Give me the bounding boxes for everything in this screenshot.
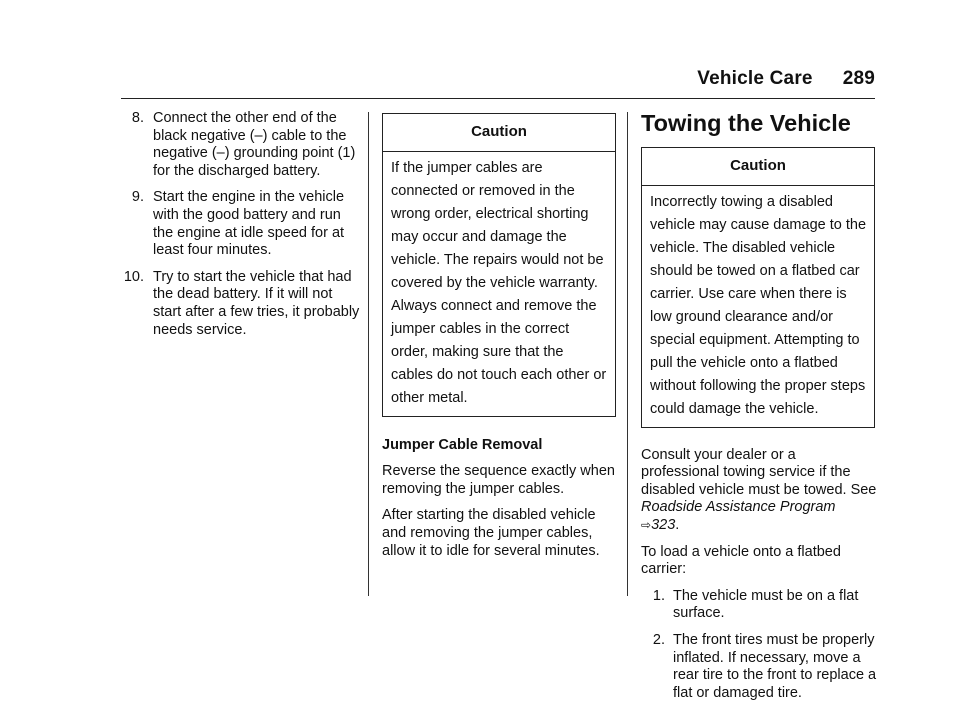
step-item [641, 632, 877, 702]
step-text: Try to start the vehicle that had the dead battery. If it will not start after a few tries, it probably needs service. [153, 268, 360, 338]
step-text: The front tires must be properly inflated. If necessary, move a rear tire to the front to replace a flat or damaged tire. [673, 631, 877, 701]
page-header [0, 68, 875, 90]
paragraph-period: . [675, 516, 680, 533]
caution-heading: Caution [642, 148, 874, 186]
step-number: 2. [652, 631, 665, 648]
section-title: Towing the Vehicle [641, 110, 851, 136]
step-item [110, 110, 360, 180]
caution-box [641, 147, 875, 428]
header-rule [121, 98, 875, 99]
column-two [370, 110, 618, 569]
cross-reference-page[interactable]: 323 [651, 516, 676, 533]
paragraph: After starting the disabled vehicle and removing the jumper cables, allow it to idle for several minutes. [382, 507, 600, 559]
step-item [110, 189, 360, 259]
column-one [110, 110, 360, 348]
paragraph: Reverse the sequence exactly when removing the jumper cables. [382, 463, 615, 497]
column-divider-left [368, 112, 369, 596]
step-text: The vehicle must be on a flat surface. [673, 587, 859, 622]
paragraph [641, 447, 877, 535]
caution-body: Incorrectly towing a disabled vehicle may cause damage to the vehicle. The disabled vehicle should be towed on a flatbed car carrier. Use care when there is low ground clearance and/or special equipment. Attempting to pull the vehicle onto a flatbed without following the proper steps could damage the vehicle. [650, 193, 867, 417]
page-reference-arrow-icon: ⇨ [641, 517, 652, 532]
paragraph: To load a vehicle onto a flatbed carrier: [641, 543, 841, 578]
subheading: Jumper Cable Removal [382, 436, 543, 453]
step-item [110, 269, 360, 339]
page-number: 289 [842, 68, 875, 89]
step-number: 1. [652, 587, 665, 604]
step-text: Start the engine in the vehicle with the good battery and run the engine at idle speed for at least four minutes. [153, 189, 345, 259]
caution-box [382, 113, 616, 417]
paragraph-text: Consult your dealer or a professional towing service if the disabled vehicle must be towed. See [641, 446, 877, 498]
step-number: 8. [131, 110, 144, 126]
caution-heading: Caution [383, 114, 615, 152]
column-three [641, 110, 877, 711]
cross-reference-link[interactable]: Roadside Assistance Program [641, 499, 836, 516]
step-number: 10. [123, 268, 144, 285]
running-title: Vehicle Care [697, 68, 813, 89]
step-text: Connect the other end of the black negative (–) cable to the negative (–) grounding point (1) for the discharged battery. [153, 110, 356, 179]
step-number: 9. [131, 189, 144, 206]
step-item [641, 588, 877, 623]
caution-body: If the jumper cables are connected or removed in the wrong order, electrical shorting may occur and damage the vehicle. The repairs would not be covered by the vehicle warranty. Always connect and remove the jumper cables in the correct order, making sure that the cables do not touch each other or other metal. [391, 159, 607, 406]
column-divider-right [627, 112, 628, 596]
